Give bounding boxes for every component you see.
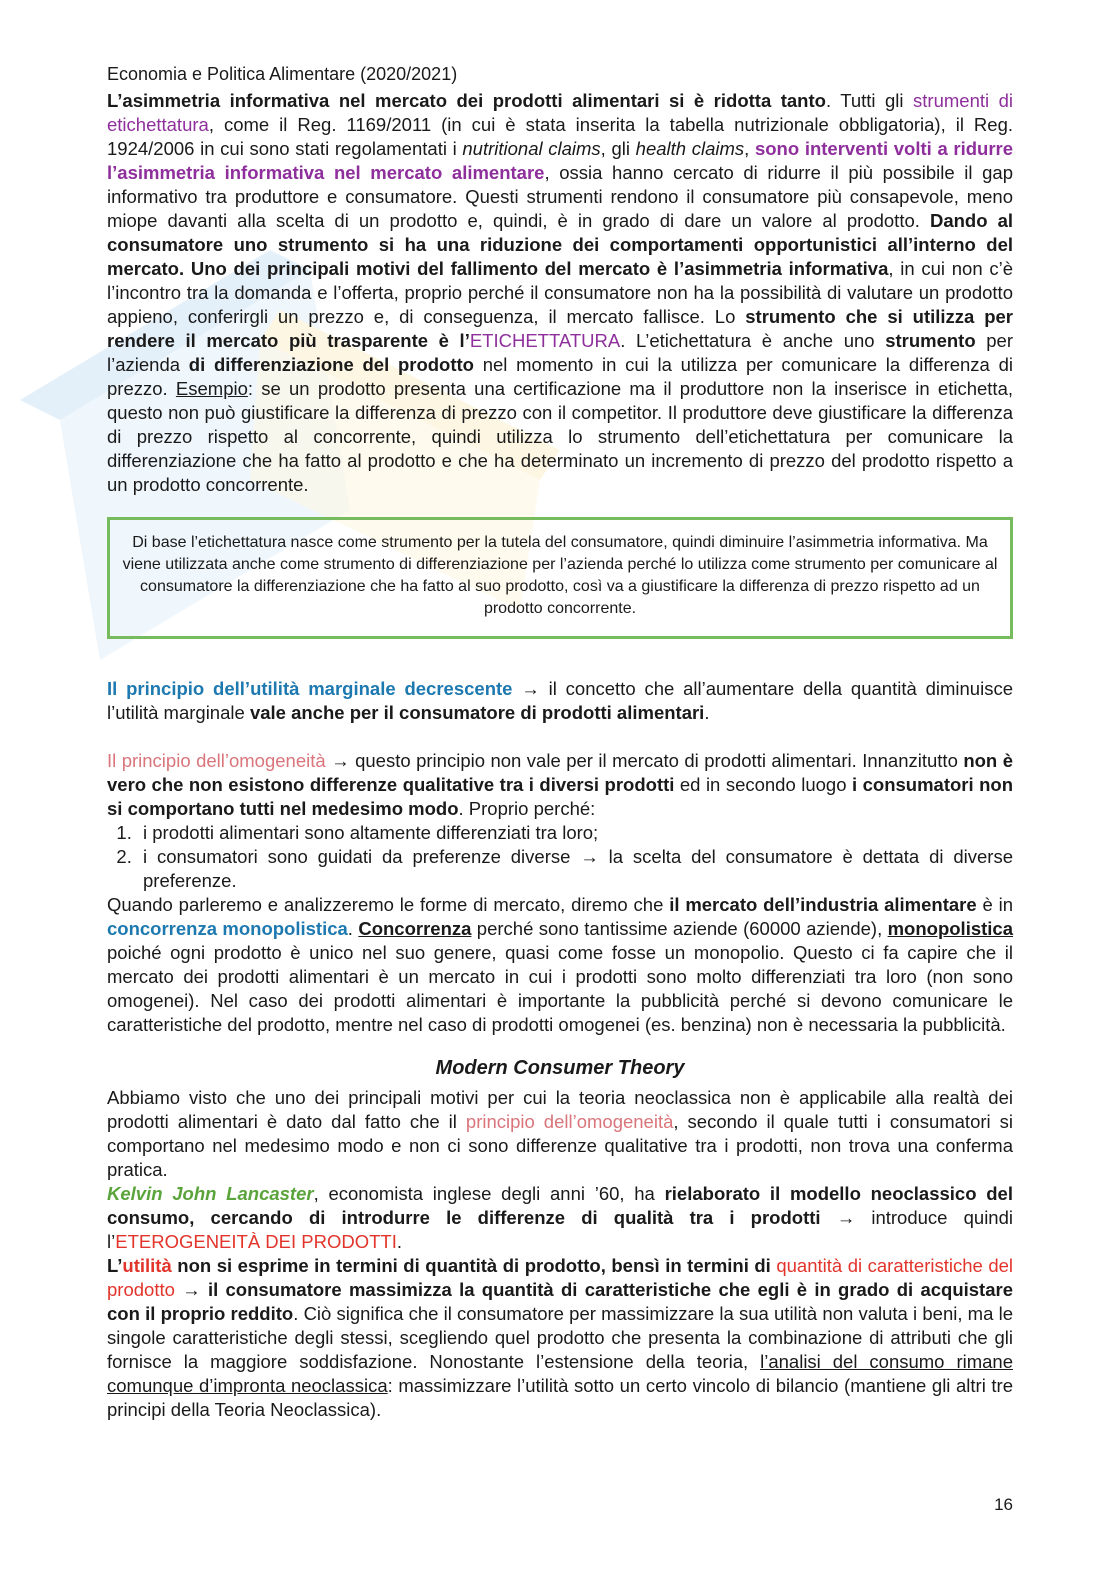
text: , economista inglese degli anni ’60, ha: [313, 1183, 665, 1204]
reasons-list: [107, 821, 1013, 893]
text: poiché ogni prodotto è unico nel suo genere, quasi come fosse un monopolio. Questo ci fa capire che il mercato dei prodotti alimentari è un mercato in cui i prodotti sono molto differenziati tra loro (non sono omogenei). Nel caso dei prodotti alimentari è importante la pubblicità perché si devono comunicare le caratteristiche del prodotto, mentre nel caso di prodotti omogenei (es. benzina) non è necessaria la pubblicità.: [107, 942, 1013, 1035]
bold-text: → il consumatore massimizza la quantità di caratteristiche che egli è in grado di acquistare con il proprio reddito: [107, 1279, 1013, 1324]
highlight-text: utilità: [122, 1255, 172, 1276]
paragraph-etichettatura: [107, 89, 1013, 497]
list-item: 2. i consumatori sono guidati da preferenze diverse → la scelta del consumatore è dettata di diverse preferenze.: [137, 845, 1013, 893]
highlight-text: Kelvin John Lancaster: [107, 1183, 314, 1204]
highlight-text: Il principio dell’omogeneità: [107, 750, 326, 771]
text: Abbiamo visto che uno dei principali motivi per cui la teoria neoclassica non è applicabile alla realtà dei prodotti alimentari è dato dal fatto che il: [107, 1087, 1013, 1132]
text: ,: [744, 138, 755, 159]
highlight-text: sono interventi volti a ridurre l’asimmetria informativa nel mercato alimentare: [107, 138, 1014, 183]
italic-text: health claims: [635, 138, 745, 159]
bold-text: L’asimmetria informativa nel mercato dei prodotti alimentari si è ridotta tanto: [107, 90, 826, 111]
text: → questo principio non vale per il mercato di prodotti alimentari. Innanzitutto: [325, 750, 964, 771]
list-item: 1. i prodotti alimentari sono altamente differenziati tra loro;: [137, 821, 1013, 845]
italic-text: nutritional claims: [462, 138, 601, 159]
bold-text: rielaborato il modello neoclassico del consumo, cercando di introdurre le differenze di qualità tra i prodotti: [107, 1183, 1013, 1228]
bold-text: di differenziazione del prodotto: [188, 354, 474, 375]
text: , ossia hanno cercato di ridurre il più possibile il gap informativo tra produttore e consumatore. Questi strumenti rendono il consumatore più consapevole, meno miope davanti alla scelta di un prodotto e, quindi, è in grado di dare un valore al prodotto.: [107, 162, 1013, 231]
page-number: 16: [994, 1495, 1013, 1514]
text: . Ciò significa che il consumatore per massimizzare la sua utilità non valuta i beni, ma le singole caratteristiche degli stessi, scegliendo quel prodotto che presenta la combinazione di attributi che gli fornisce la maggiore soddisfazione. Nonostante l’estensione della teoria,: [107, 1303, 1013, 1372]
highlight-text: principio dell’omogeneità: [465, 1111, 674, 1132]
text: : se un prodotto presenta una certificazione ma il produttore non la inserisce in etichetta, questo non può giustificare la differenza di prezzo con il competitor. Il produttore deve giustificare la differenza di prezzo rispetto al concorrente, quindi utilizza lo strumento dell’etichettatura per comunicare la differenziazione che ha fatto al prodotto e che ha determinato un incremento di prezzo del prodotto rispetto a un prodotto concorrente.: [107, 378, 1014, 495]
underlined-text: monopolistica: [887, 918, 1014, 939]
text: nel momento in cui la utilizza per comunicare la differenza di prezzo.: [107, 354, 1013, 399]
text: : massimizzare l’utilità sotto un certo vincolo di bilancio (mantiene gli altri tre principi della Teoria Neoclassica).: [107, 1375, 1013, 1420]
underlined-text: Esempio: [175, 378, 248, 399]
paragraph-utilita-marginale: [107, 677, 1013, 725]
text: .: [347, 918, 359, 939]
text: perché sono tantissime aziende (60000 aziende),: [471, 918, 888, 939]
bold-text: i consumatori non si comportano tutti nel medesimo modo: [107, 774, 1013, 819]
bold-text: Dando al consumatore uno strumento si ha una riduzione dei comportamenti opportunistici all’interno del mercato. Uno dei principali motivi del fallimento del mercato è l’asimmetria informativa: [107, 210, 1013, 279]
text: .: [396, 1231, 403, 1252]
text: . L’etichettatura è anche uno: [620, 330, 886, 351]
bold-text: non è vero che non esistono differenze qualitative tra i diversi prodotti: [107, 750, 1013, 795]
paragraph-utilita: [107, 1254, 1013, 1422]
text: , come il Reg. 1169/2011 (in cui è stata inserita la tabella nutrizionale obbligatoria), il Reg. 1924/2006 in cui sono stati regolamentati i: [107, 114, 1013, 159]
highlight-text: strumenti di etichettatura: [107, 90, 1014, 135]
text: , in cui non c’è l’incontro tra la domanda e l’offerta, proprio perché il consumatore non ha la possibilità di valutare un prodotto appieno, conferirgli un prezzo e, di conseguenza, il mercato fallisce. Lo: [107, 258, 1013, 327]
highlight-text: ETICHETTATURA: [469, 330, 621, 351]
text: ed in secondo luogo: [674, 774, 852, 795]
text: , gli: [600, 138, 636, 159]
underlined-text: Concorrenza: [358, 918, 472, 939]
bold-text: strumento: [885, 330, 976, 351]
text: → introduce quindi l’: [107, 1207, 1013, 1252]
highlight-text: ETEROGENEITÀ DEI PRODOTTI: [115, 1231, 397, 1252]
bold-text: non si esprime in termini di quantità di prodotto, bensì in termini di: [171, 1255, 777, 1276]
text: per l’azienda: [107, 330, 1013, 375]
paragraph-mercato: [107, 893, 1013, 1037]
underlined-text: l’analisi del consumo rimane comunque d’impronta neoclassica: [107, 1351, 1013, 1396]
paragraph-omogeneita: [107, 749, 1013, 821]
page-content: [107, 64, 1013, 1422]
text: .: [704, 702, 710, 723]
page-header: Economia e Politica Alimentare (2020/2021): [107, 64, 458, 84]
highlight-text: concorrenza monopolistica: [107, 918, 348, 939]
bold-text: il mercato dell’industria alimentare: [669, 894, 977, 915]
section-title: Modern Consumer Theory: [435, 1057, 685, 1079]
text: . Proprio perché:: [458, 798, 596, 819]
summary-box: Di base l’etichettatura nasce come strumento per la tutela del consumatore, quindi diminuire l’asimmetria informativa. Ma viene utilizzata anche come strumento di differenziazione per l’azienda perché lo utilizza come strumento per comunicare al consumatore la differenziazione che ha fatto al suo prodotto, così va a giustificare la differenza di prezzo rispetto ad un prodotto concorrente.: [107, 517, 1013, 639]
text: , secondo il quale tutti i consumatori si comportano nel medesimo modo e non ci sono differenze qualitative tra i prodotti, non trova una conferma pratica.: [107, 1111, 1013, 1180]
highlight-text: Il principio dell’utilità marginale decrescente: [107, 678, 513, 699]
bold-text: L’: [107, 1255, 123, 1276]
bold-text: strumento che si utilizza per rendere il mercato più trasparente è l’: [107, 306, 1013, 351]
text: . Tutti gli: [825, 90, 914, 111]
text: è in: [976, 894, 1013, 915]
paragraph-lancaster: [107, 1182, 1013, 1254]
paragraph-teoria: [107, 1086, 1013, 1182]
highlight-text: quantità di caratteristiche del prodotto: [107, 1255, 1014, 1300]
text: → il concetto che all’aumentare della quantità diminuisce l’utilità marginale: [107, 678, 1013, 723]
text: Quando parleremo e analizzeremo le forme di mercato, diremo che: [107, 894, 670, 915]
bold-text: vale anche per il consumatore di prodotti alimentari: [249, 702, 705, 723]
